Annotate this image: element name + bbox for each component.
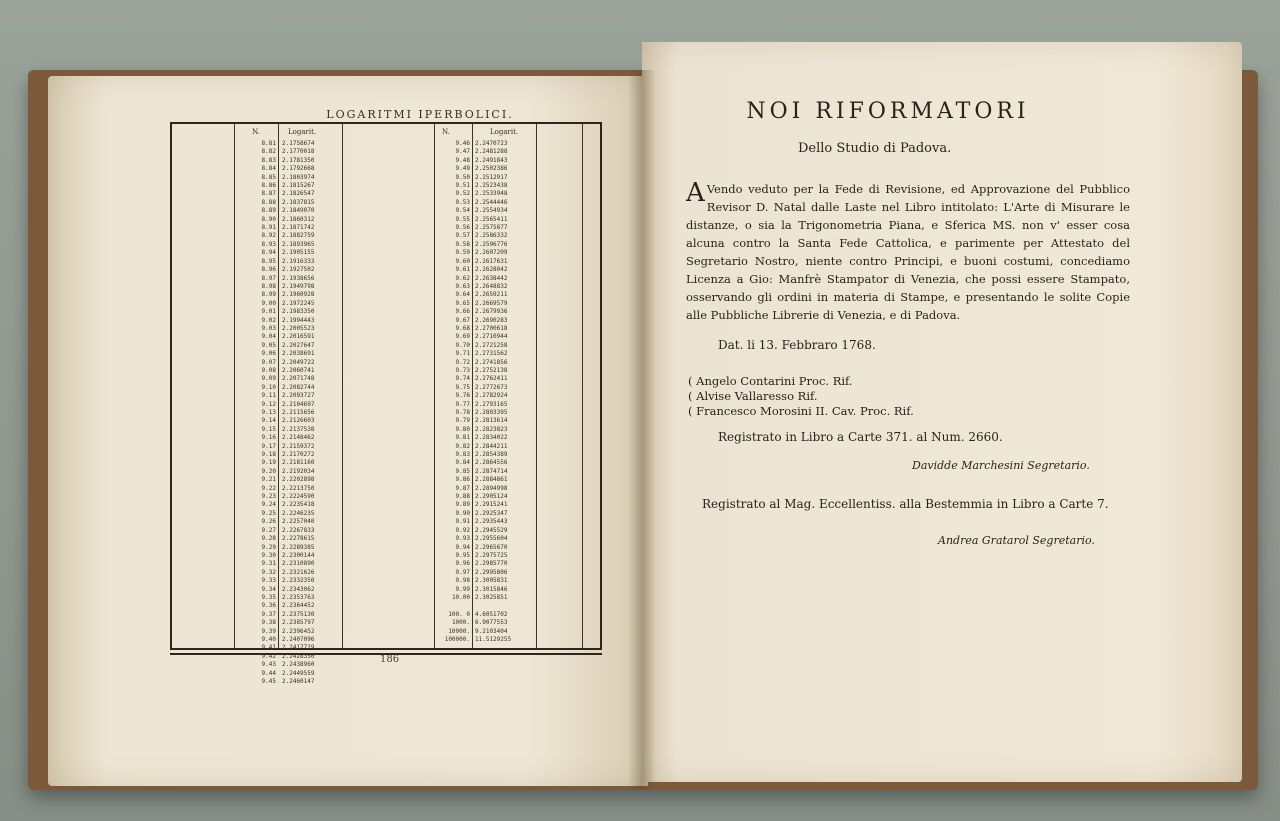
date-line: Dat. li 13. Febbraro 1768. <box>718 338 876 352</box>
secretary-signature: Davidde Marchesini Segretario. <box>912 459 1090 472</box>
paragraph-text: Vendo veduto per la Fede di Revisione, ed Approvazione del Pubblico Revisor D. Natal dalle Laste nel Libro intitolato: L'Arte di Misurare le distanze, o sia la Trigonometria Piana, e Sferica MS. non v' esser cosa alcuna contro la Santa Fede Cattolica, e parimente per Attestato del Segretario Nostro, niente contro Principi, e buoni costumi, concediamo Licenza a Gio: Manfrè Stampator di Venezia, che possi essere Stampato, osservando gli ordini in materia di Stampe, e presentando le solite Copie alle Pubbliche Librerie di Venezia, e di Padova. <box>686 182 1130 322</box>
imprimatur-paragraph <box>686 180 1130 324</box>
number-column: 8.81 8.82 8.83 8.84 8.85 8.86 8.87 8.88 8.89 8.90 8.91 8.92 8.93 8.94 8.95 8.96 8.97 8.98 8.99 9.00 9.01 9.02 9.03 9.04 9.05 9.06 9.07 9.08 9.09 9.10 9.11 9.12 9.13 9.14 9.15 9.16 9.17 9.18 9.19 9.20 9.21 9.22 9.23 9.24 9.25 9.26 9.27 9.28 9.29 9.30 9.31 9.32 9.33 9.34 9.35 9.36 9.37 9.38 9.39 9.40 9.41 9.42 9.43 9.44 9.45 <box>261 140 276 685</box>
page-title: NOI RIFORMATORI <box>746 99 1030 124</box>
table-rule <box>342 124 343 648</box>
table-rule <box>234 124 235 648</box>
signatories-list <box>688 374 914 419</box>
table-rule <box>278 124 279 648</box>
page-subtitle: Dello Studio di Padova. <box>798 141 952 156</box>
signatory: ( Alvise Vallaresso Rif. <box>688 389 818 403</box>
logarithm-table <box>170 122 602 685</box>
drop-cap: A <box>686 178 705 208</box>
column-header-n: N. <box>442 128 450 136</box>
table-rule <box>536 124 537 648</box>
table-rule <box>582 124 583 648</box>
running-head: LOGARITMI IPERBOLICI. <box>326 108 514 121</box>
signatory: ( Francesco Morosini II. Cav. Proc. Rif. <box>688 404 914 418</box>
table-rule <box>472 124 473 648</box>
book-gutter <box>628 70 656 790</box>
column-header-logarit: Logarit. <box>288 128 317 136</box>
logarithm-column: 2.2470723 2.2481288 2.2491843 2.2502386 2.2512917 2.2523438 2.2533948 2.2544446 2.2554934 2.2565411 2.2575877 2.2586332 2.2596776 2.2607209 2.2617631 2.2628042 2.2638442 2.2648832 2.2659211 2.2669579 2.2679936 2.2690283 2.2700618 2.2710944 2.2721258 2.2731562 2.2741856 2.2752138 2.2762411 2.2772673 2.2782924 2.2793165 2.2803395 2.2813614 2.2823823 2.2834022 2.2844211 2.2854389 2.2864556 2.2874714 2.2884861 2.2894998 2.2905124 2.2915241 2.2925347 2.2935443 2.2945529 2.2955604 2.2965670 2.2975725 2.2985770 2.2995806 2.3005831 2.3015846 2.3025851 4.6051702 6.9077553 9.2103404 11.5129255 <box>475 140 512 643</box>
page-number: 186 <box>380 654 400 665</box>
number-column: 9.46 9.47 9.48 9.49 9.50 9.51 9.52 9.53 9.54 9.55 9.56 9.57 9.58 9.59 9.60 9.61 9.62 9.63 9.64 9.65 9.66 9.67 9.68 9.69 9.70 9.71 9.72 9.73 9.74 9.75 9.76 9.77 9.78 9.79 9.80 9.81 9.82 9.83 9.84 9.85 9.86 9.87 9.88 9.89 9.90 9.91 9.92 9.93 9.94 9.95 9.96 9.97 9.98 9.99 10.00 100. 0 1000. 10000. 100000. <box>444 140 470 643</box>
logarithm-column: 2.1758674 2.1770018 2.1781350 2.1792668 2.1803974 2.1815267 2.1826547 2.1837815 2.1849070 2.1860312 2.1871742 2.1882759 2.1893965 2.1905155 2.1916333 2.1927502 2.1938656 2.1949798 2.1960928 2.1972245 2.1983350 2.1994443 2.2005523 2.2016591 2.2027647 2.2038691 2.2049722 2.2060741 2.2071748 2.2082744 2.2093727 2.2104697 2.2115656 2.2126603 2.2137538 2.2148462 2.2159372 2.2170272 2.2181160 2.2192034 2.2202898 2.2213750 2.2224590 2.2235418 2.2246235 2.2257040 2.2267833 2.2278615 2.2289385 2.2300144 2.2310890 2.2321626 2.2332350 2.2343062 2.2353763 2.2364452 2.2375130 2.2385797 2.2396452 2.2407096 2.2417729 2.2428350 2.2438960 2.2449559 2.2460147 <box>282 140 315 685</box>
column-header-logarit: Logarit. <box>490 128 519 136</box>
column-header-n: N. <box>252 128 260 136</box>
registration-line: Registrato al Mag. Eccellentiss. alla Bestemmia in Libro a Carte 7. <box>702 497 1109 511</box>
secretary-signature: Andrea Gratarol Segretario. <box>938 534 1095 547</box>
signatory: ( Angelo Contarini Proc. Rif. <box>688 374 853 388</box>
registration-line: Registrato in Libro a Carte 371. al Num. 2660. <box>718 430 1003 444</box>
